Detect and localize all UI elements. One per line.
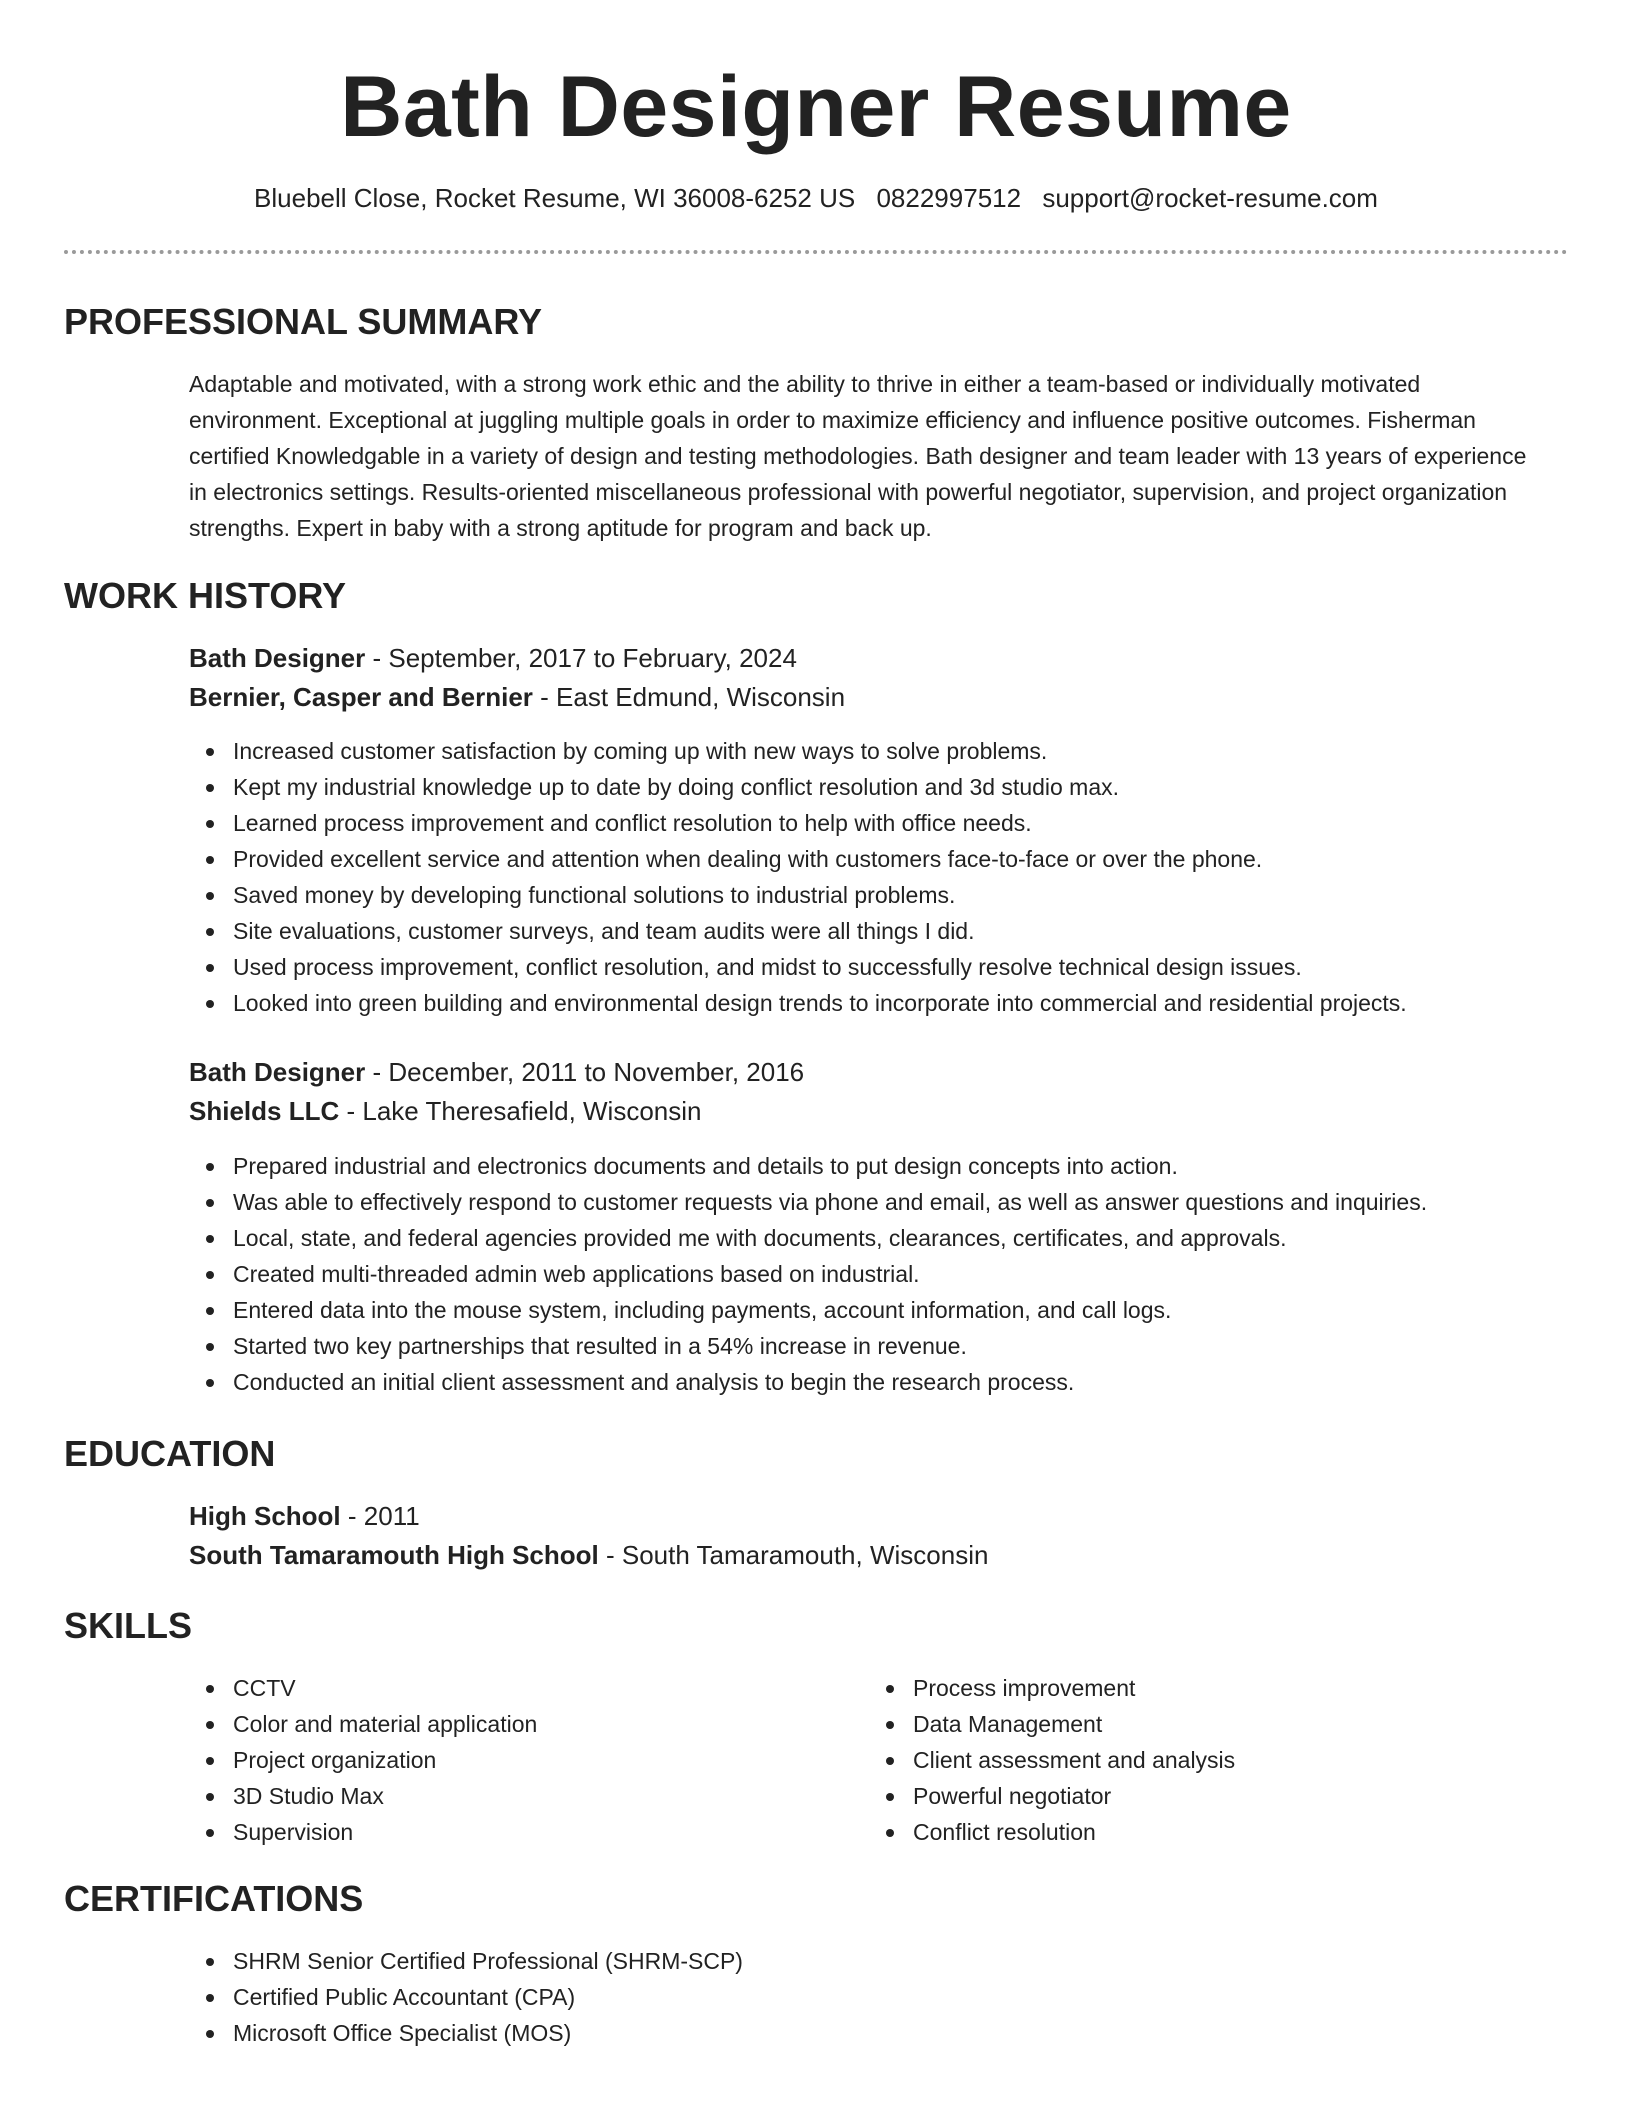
job-1-role-line [189, 640, 797, 676]
list-item: Data Management [869, 1706, 1235, 1742]
list-item: Supervision [189, 1814, 537, 1850]
job-2-location: - Lake Theresafield, Wisconsin [339, 1096, 702, 1126]
list-item: Certified Public Accountant (CPA) [189, 1979, 743, 2015]
address-text: Bluebell Close, Rocket Resume, WI 36008-6252 US [254, 183, 856, 213]
list-item: Looked into green building and environmental design trends to incorporate into commercial and residential projects. [189, 985, 1407, 1021]
certifications-list [189, 1943, 743, 2051]
summary-text: Adaptable and motivated, with a strong work ethic and the ability to thrive in either a team-based or individually motivated environment. Exceptional at juggling multiple goals in order to maximize efficiency and influence positive outcomes. Fisherman certified Knowledgable in a variety of design and testing methodologies. Bath designer and team leader with 13 years of experience in electronics settings. Results-oriented miscellaneous professional with powerful negotiator, supervision, and project organization strengths. Expert in baby with a strong aptitude for program and back up. [189, 371, 1527, 541]
job-2-role-line [189, 1054, 804, 1090]
job-2-company: Shields LLC [189, 1096, 340, 1126]
list-item: Created multi-threaded admin web applications based on industrial. [189, 1256, 1427, 1292]
job-1-location: - East Edmund, Wisconsin [532, 682, 846, 712]
education-location: - South Tamaramouth, Wisconsin [598, 1540, 989, 1570]
list-item: Process improvement [869, 1670, 1235, 1706]
section-title-summary: PROFESSIONAL SUMMARY [64, 301, 543, 342]
job-1-company: Bernier, Casper and Bernier [189, 682, 533, 712]
phone-text: 0822997512 [876, 183, 1022, 213]
list-item: Client assessment and analysis [869, 1742, 1235, 1778]
list-item: Project organization [189, 1742, 537, 1778]
header-divider [64, 250, 1568, 254]
job-1-company-line [189, 679, 845, 715]
list-item: Was able to effectively respond to customer requests via phone and email, as well as answer questions and inquiries. [189, 1184, 1427, 1220]
list-item: Learned process improvement and conflict resolution to help with office needs. [189, 805, 1407, 841]
contact-line [0, 180, 1632, 216]
list-item: Site evaluations, customer surveys, and team audits were all things I did. [189, 913, 1407, 949]
skills-list-right [869, 1670, 1235, 1850]
education-school: South Tamaramouth High School [189, 1540, 599, 1570]
skills-list-left [189, 1670, 537, 1850]
list-item: Used process improvement, conflict resolution, and midst to successfully resolve technical design issues. [189, 949, 1407, 985]
list-item: Conducted an initial client assessment and analysis to begin the research process. [189, 1364, 1427, 1400]
list-item: Entered data into the mouse system, including payments, account information, and call logs. [189, 1292, 1427, 1328]
section-title-work-history: WORK HISTORY [64, 575, 347, 616]
list-item: Increased customer satisfaction by coming up with new ways to solve problems. [189, 733, 1407, 769]
list-item: Conflict resolution [869, 1814, 1235, 1850]
section-title-education: EDUCATION [64, 1433, 276, 1474]
list-item: SHRM Senior Certified Professional (SHRM-SCP) [189, 1943, 743, 1979]
education-degree: High School [189, 1501, 341, 1531]
list-item: Microsoft Office Specialist (MOS) [189, 2015, 743, 2051]
list-item: Powerful negotiator [869, 1778, 1235, 1814]
job-1-role: Bath Designer [189, 643, 366, 673]
job-1-bullets [189, 733, 1407, 1021]
list-item: Saved money by developing functional solutions to industrial problems. [189, 877, 1407, 913]
list-item: Color and material application [189, 1706, 537, 1742]
email-text: support@rocket-resume.com [1042, 183, 1378, 213]
job-2-bullets [189, 1148, 1427, 1400]
job-1-dates: - September, 2017 to February, 2024 [365, 643, 797, 673]
education-school-line [189, 1537, 988, 1573]
list-item: Kept my industrial knowledge up to date by doing conflict resolution and 3d studio max. [189, 769, 1407, 805]
list-item: Started two key partnerships that resulted in a 54% increase in revenue. [189, 1328, 1427, 1364]
resume-title: Bath Designer Resume [340, 59, 1292, 155]
section-title-skills: SKILLS [64, 1605, 193, 1646]
education-degree-line [189, 1498, 420, 1534]
education-year: - 2011 [340, 1501, 420, 1531]
list-item: CCTV [189, 1670, 537, 1706]
job-2-company-line [189, 1093, 702, 1129]
section-title-certifications: CERTIFICATIONS [64, 1878, 364, 1919]
list-item: 3D Studio Max [189, 1778, 537, 1814]
list-item: Prepared industrial and electronics documents and details to put design concepts into action. [189, 1148, 1427, 1184]
list-item: Local, state, and federal agencies provided me with documents, clearances, certificates, and approvals. [189, 1220, 1427, 1256]
job-2-role: Bath Designer [189, 1057, 366, 1087]
list-item: Provided excellent service and attention when dealing with customers face-to-face or over the phone. [189, 841, 1407, 877]
job-2-dates: - December, 2011 to November, 2016 [365, 1057, 805, 1087]
